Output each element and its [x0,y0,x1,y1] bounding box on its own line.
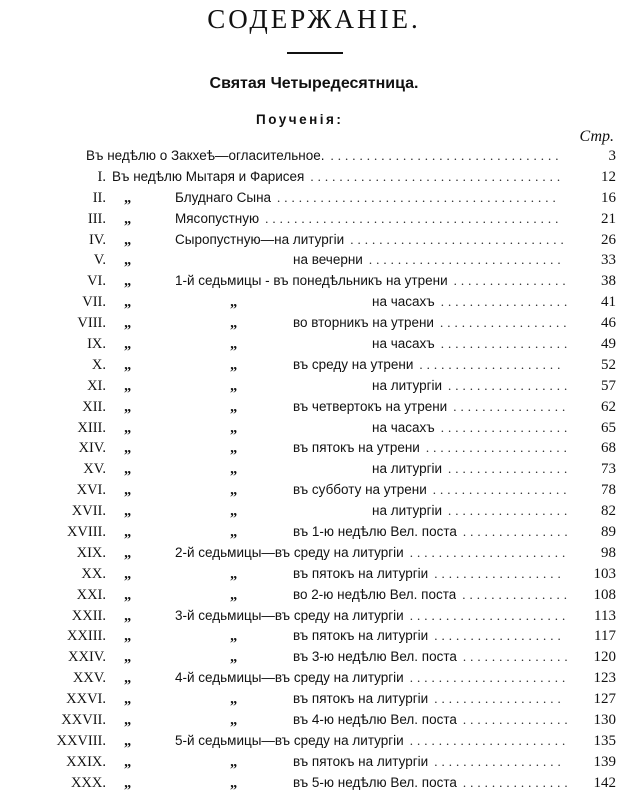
page-number: 108 [593,586,616,603]
dot-leader: .................... [425,440,571,456]
entry-title: во 2-ю недѣлю Вел. поста [293,586,457,602]
page-number: 68 [601,440,616,457]
ditto-mark: „ [124,607,132,624]
dot-leader: .................. [440,419,572,435]
dot-leader: .................. [439,315,571,331]
chapter-number: XXIX. [66,753,106,770]
entry-title: въ пятокъ на литургіи [293,753,429,769]
ditto-mark: „ [124,210,132,227]
toc-row [0,461,628,482]
ditto-mark: „ [230,461,238,478]
toc-row [0,315,628,336]
toc-row [0,545,628,566]
chapter-number: XVIII. [66,524,106,541]
entry-title: 1-й седьмицы - въ понедѣльникъ на утрени [175,273,448,289]
page-number: 135 [593,732,616,749]
entry-title: въ 5-ю недѣлю Вел. поста [293,774,457,790]
entry-title: въ четвертокъ на утрени [293,398,448,414]
ditto-mark: „ [124,524,132,541]
ditto-mark: „ [124,774,132,791]
entry-title: въ субботу на утрени [293,482,427,498]
entry-title: въ 3-ю недѣлю Вел. поста [293,649,457,665]
ditto-mark: „ [124,189,132,206]
ditto-mark: „ [230,712,238,729]
toc-row [0,211,628,232]
chapter-number: XII. [82,398,106,415]
toc-row [0,357,628,378]
entry-title: на часахъ [372,294,435,310]
ditto-mark: „ [230,294,238,311]
dot-leader: .................... [419,356,565,372]
toc-row [0,566,628,587]
entry-title: Въ недѣлю о Закхеѣ—огласительное. [86,148,325,163]
page-number: 139 [593,753,616,770]
dot-leader: ......................................... [265,210,563,226]
page-number: 73 [601,461,616,478]
ditto-mark: „ [230,565,238,582]
ditto-mark: „ [230,524,238,541]
toc-row [0,628,628,649]
page-number: 21 [601,210,616,227]
dot-leader: ................ [453,398,570,414]
dot-leader: ................. [448,461,572,477]
chapter-number: XV. [83,461,106,478]
ditto-mark: „ [124,628,132,645]
toc-row [0,691,628,712]
ditto-mark: „ [230,419,238,436]
ditto-mark: „ [124,273,132,290]
chapter-number: I. [97,168,106,185]
toc-row [0,482,628,503]
ditto-mark: „ [230,398,238,415]
chapter-number: XXVIII. [56,732,106,749]
ditto-mark: „ [230,503,238,520]
ditto-mark: „ [230,586,238,603]
entry-title: въ среду на утрени [293,356,414,372]
ditto-mark: „ [124,712,132,729]
chapter-number: III. [87,210,106,227]
ditto-mark: „ [124,315,132,332]
page-number: 26 [601,231,616,248]
chapter-number: XXIII. [66,628,106,645]
ditto-mark: „ [230,377,238,394]
entry-title: 3-й седьмицы—въ среду на литургіи [175,607,404,623]
ditto-mark: „ [124,691,132,708]
dot-leader: .................. [434,691,565,707]
dot-leader: ............... [462,649,572,665]
dot-leader: .............................. [350,231,568,247]
page-number: 113 [594,607,616,624]
page-number: 3 [608,148,616,164]
dot-leader: ................................... [310,168,565,184]
chapter-number: XIV. [78,440,106,457]
ditto-mark: „ [124,231,132,248]
chapter-number: XXVII. [61,712,106,729]
toc-row [0,378,628,399]
toc-row [0,273,628,294]
entry-title: въ пятокъ на литургіи [293,565,429,581]
ditto-mark: „ [124,377,132,394]
ditto-mark: „ [230,649,238,666]
dot-leader: .................. [434,628,565,644]
entry-title: 5-й седьмицы—въ среду на литургіи [175,732,404,748]
toc-row [0,399,628,420]
page-number: 142 [593,774,616,791]
toc-row [0,440,628,461]
entry-title: на литургіи [372,377,443,393]
dot-leader: .................. [434,753,565,769]
chapter-number: XXX. [70,774,106,791]
chapter-number: XXII. [71,607,106,624]
dot-leader: ................... [432,482,571,498]
page-number: 82 [601,503,616,520]
chapter-number: XXIV. [68,649,106,666]
toc-row [0,148,628,169]
toc-row [0,336,628,357]
page-number: 41 [601,294,616,311]
page-column-label: Стр. [579,128,614,145]
entry-title: въ 1-ю недѣлю Вел. поста [293,524,457,540]
dot-leader: ...................... [409,732,570,748]
chapter-number: XX. [81,565,106,582]
toc-row [0,712,628,733]
page-number: 127 [593,691,616,708]
dot-leader: ............... [462,524,572,540]
chapter-number: V. [93,252,106,269]
dot-leader: ................ [453,273,570,289]
page-number: 52 [601,356,616,373]
dot-leader: ...................... [409,607,570,623]
dot-leader: .................. [440,336,572,352]
page-number: 123 [593,670,616,687]
chapter-number: XVI. [76,482,106,499]
chapter-number: II. [92,189,106,206]
ditto-mark: „ [230,336,238,353]
entry-title: въ пятокъ на литургіи [293,628,429,644]
entry-title: въ 4-ю недѣлю Вел. поста [293,712,457,728]
dot-leader: ....................................... [277,189,560,205]
dot-leader: ...................... [409,670,570,686]
ditto-mark: „ [230,691,238,708]
ditto-mark: „ [124,252,132,269]
dot-leader: ............... [462,586,572,602]
ditto-mark: „ [230,774,238,791]
chapter-number: VIII. [77,315,106,332]
dot-leader: ................................ [330,148,563,163]
page-number: 65 [601,419,616,436]
chapter-number: IV. [88,231,106,248]
page-number: 78 [601,482,616,499]
dot-leader: ............... [462,774,572,790]
toc-row [0,733,628,754]
ditto-mark: „ [230,753,238,770]
entry-title: на литургіи [372,503,443,519]
ditto-mark: „ [230,628,238,645]
section-title: Святая Четыредесятница. [209,75,419,92]
page-number: 120 [593,649,616,666]
page-number: 46 [601,315,616,332]
ditto-mark: „ [230,440,238,457]
page-number: 117 [594,628,616,645]
chapter-number: XXV. [72,670,106,687]
heading-divider [287,52,343,54]
entry-title: въ пятокъ на литургіи [293,691,429,707]
page-number: 103 [593,565,616,582]
ditto-mark: „ [124,440,132,457]
page-number: 16 [601,189,616,206]
entry-title: 4-й седьмицы—въ среду на литургіи [175,670,404,686]
chapter-number: XXI. [76,586,106,603]
dot-leader: .................. [440,294,572,310]
toc-row [0,232,628,253]
entry-title: на часахъ [372,336,435,352]
chapter-number: VII. [82,294,106,311]
toc-row [0,670,628,691]
toc-row [0,587,628,608]
ditto-mark: „ [124,482,132,499]
ditto-mark: „ [124,336,132,353]
page-number: 98 [601,544,616,561]
toc-row [0,420,628,441]
entry-title: Блуднаго Сына [175,189,272,205]
page-number: 49 [601,336,616,353]
page-number: 12 [601,168,616,185]
toc-row [0,169,628,190]
ditto-mark: „ [230,315,238,332]
toc-row [0,754,628,775]
page-number: 62 [601,398,616,415]
dot-leader: ............... [462,712,572,728]
chapter-number: IX. [87,336,106,353]
page-number: 130 [593,712,616,729]
entry-title: Мясопустную [175,210,260,226]
chapter-number: XI. [87,377,106,394]
toc-row [0,649,628,670]
entry-title: въ пятокъ на утрени [293,440,420,456]
entry-title: во вторникъ на утрени [293,315,434,331]
ditto-mark: „ [124,670,132,687]
ditto-mark: „ [124,649,132,666]
ditto-mark: „ [124,398,132,415]
entry-title: Сыропустную—на литургіи [175,231,345,247]
toc-row [0,503,628,524]
entry-title: на вечерни [293,252,363,268]
chapter-number: XIII. [77,419,106,436]
dot-leader: ................. [448,377,572,393]
table-of-contents [0,148,628,796]
ditto-mark: „ [124,503,132,520]
ditto-mark: „ [124,294,132,311]
page-number: 33 [601,252,616,269]
ditto-mark: „ [124,565,132,582]
toc-row [0,775,628,796]
entry-title: 2-й седьмицы—въ среду на литургіи [175,544,404,560]
page-number: 38 [601,273,616,290]
toc-row [0,524,628,545]
ditto-mark: „ [124,586,132,603]
chapter-number: XVII. [71,503,106,520]
toc-row [0,252,628,273]
ditto-mark: „ [124,419,132,436]
dot-leader: ................. [448,503,572,519]
chapter-number: VI. [87,273,106,290]
toc-row [0,294,628,315]
entry-title: Въ недѣлю Мытаря и Фарисея [112,168,305,184]
page-number: 57 [601,377,616,394]
dot-leader: .................. [434,565,565,581]
ditto-mark: „ [124,732,132,749]
ditto-mark: „ [124,753,132,770]
chapter-number: XXVI. [66,691,106,708]
chapter-number: XIX. [76,544,106,561]
page-number: 89 [601,524,616,541]
chapter-number: X. [91,356,106,373]
entry-title: на литургіи [372,461,443,477]
entry-title: на часахъ [372,419,435,435]
ditto-mark: „ [124,461,132,478]
dot-leader: ........................... [368,252,565,268]
toc-row [0,608,628,629]
ditto-mark: „ [124,544,132,561]
dot-leader: ...................... [409,544,570,560]
contents-heading: СОДЕРЖАНІЕ. [207,4,421,34]
toc-row [0,190,628,211]
ditto-mark: „ [230,482,238,499]
ditto-mark: „ [124,356,132,373]
subsection-title: Поученія: [256,112,344,127]
ditto-mark: „ [230,356,238,373]
